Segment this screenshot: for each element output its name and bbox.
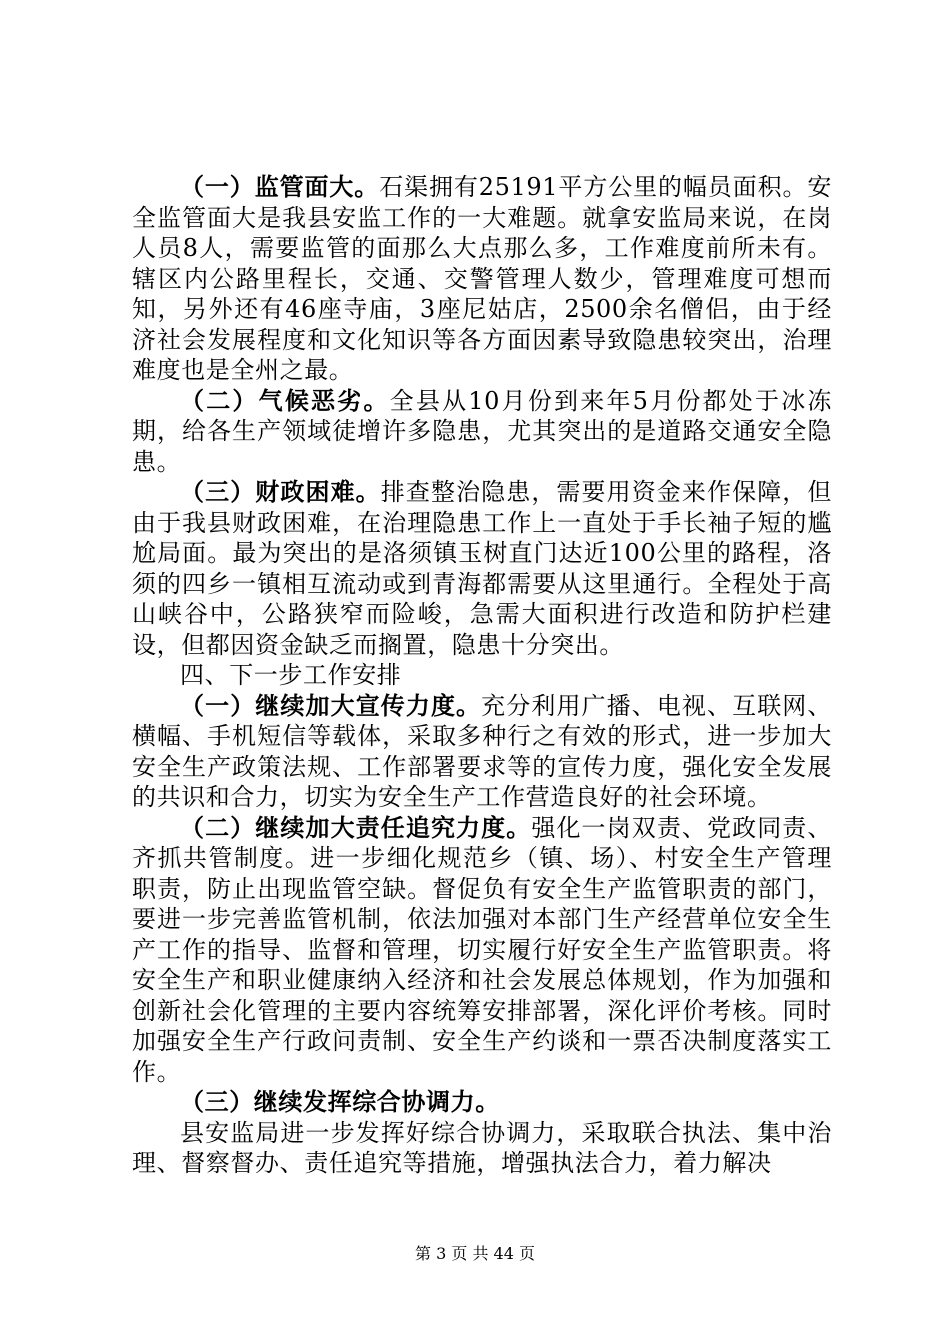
- page-footer: 第 3 页 共 44 页: [415, 1244, 535, 1263]
- paragraph-text: 排查整治隐患，需要用资金来作保障，但由于我县财政困难，在治理隐患工作上一直处于手长袖子短的尴尬局面。最为突出的是洛须镇玉树直门达近100公里的路程，洛须的四乡一镇相互流动或到青海都需要从这里通行。全程处于高山峡谷中，公路狭窄而险峻，急需大面积进行改造和防护栏建设，但都因资金缺乏而搁置，隐患十分突出。: [132, 478, 832, 659]
- paragraph-publicity: [132, 691, 832, 813]
- paragraph-climate: [132, 386, 832, 478]
- section-heading: 四、下一步工作安排: [180, 661, 402, 689]
- paragraph-text: 强化一岗双责、党政同责、齐抓共管制度。进一步细化规范乡（镇、场）、村安全生产管理职责，防止出现监管空缺。督促负有安全生产监管职责的部门，要进一步完善监管机制，依法加强对本部门生产经营单位安全生产工作的指导、监督和管理，切实履行好安全生产监管职责。将安全生产和职业健康纳入经济和社会发展总体规划，作为加强和创新社会化管理的主要内容统筹安排部署，深化评价考核。同时加强安全生产行政问责制、安全生产约谈和一票否决制度落实工作。: [132, 813, 832, 1086]
- paragraph-lead: （一）继续加大宣传力度。: [180, 690, 482, 720]
- paragraph-coordination: [132, 1087, 832, 1118]
- paragraph-lead: （一）监管面大。: [180, 172, 380, 201]
- paragraph-text: 充分利用广播、电视、互联网、横幅、手机短信等载体，采取多种行之有效的形式，进一步加大安全生产政策法规、工作部署要求等的宣传力度，强化安全发展的共识和合力，切实为安全生产工作营造良好的社会环境。: [132, 691, 832, 811]
- paragraph-lead: （二）气候恶劣。: [180, 385, 390, 415]
- paragraph-finance: [132, 477, 832, 660]
- paragraph-accountability: [132, 813, 832, 1088]
- paragraph-text: 全县从10月份到来年5月份都处于冰冻期，给各生产领域徒增许多隐患，尤其突出的是道路交通安全隐患。: [132, 386, 832, 476]
- paragraph-text: 石渠拥有25191平方公里的幅员面积。安全监管面大是我县安监工作的一大难题。就拿安监局来说，在岗人员8人，需要监管的面那么大点那么多，工作难度前所未有。辖区内公路里程长，交通、交警管理人数少，管理难度可想而知，另外还有46座寺庙，3座尼姑店，2500余名僧侣，由于经济社会发展程度和文化知识等各方面因素导致隐患较突出，治理难度也是全州之最。: [132, 173, 832, 384]
- paragraph-lead: （三）继续发挥综合协调力。: [180, 1087, 500, 1116]
- paragraph-lead: （三）财政困难。: [180, 477, 381, 506]
- paragraph-supervision-area: [132, 172, 832, 386]
- paragraph-last: 县安监局进一步发挥好综合协调力，采取联合执法、集中治理、督察督办、责任追究等措施，增强执法合力，着力解决: [132, 1118, 832, 1177]
- paragraph-lead: （二）继续加大责任追究力度。: [180, 812, 532, 842]
- document-body: [132, 172, 832, 1179]
